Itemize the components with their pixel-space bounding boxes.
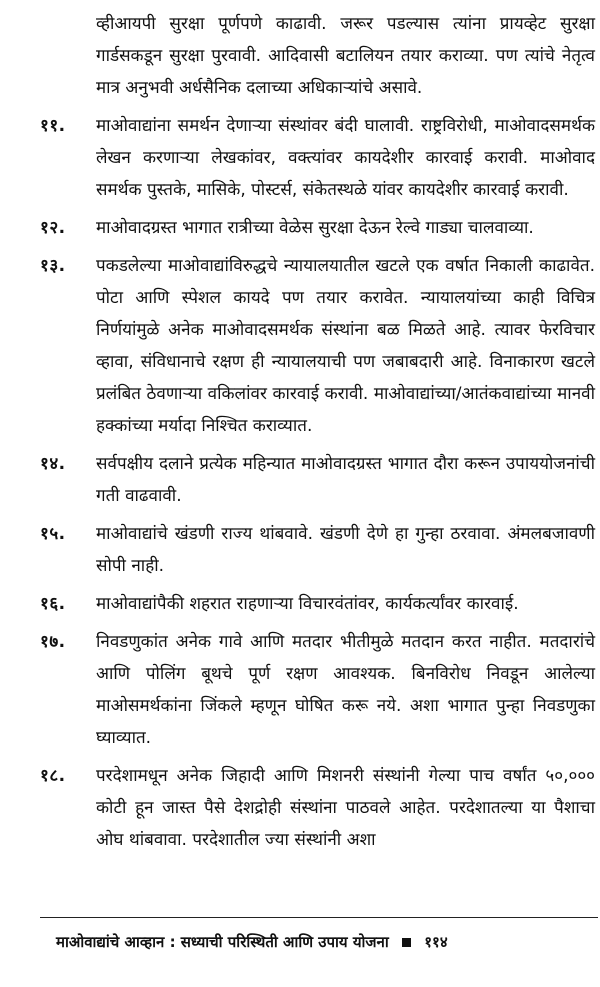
list-item — [40, 588, 595, 620]
footer-divider — [40, 917, 598, 918]
continued-paragraph — [40, 8, 595, 104]
item-text: माओवाद्यांपैकी शहरात राहणाऱ्या विचारवंतांवर, कार्यकर्त्यांवर कारवाई. — [96, 594, 519, 614]
item-number: १३. — [40, 256, 66, 276]
item-text: सर्वपक्षीय दलाने प्रत्येक महिन्यात माओवादग्रस्त भागात दौरा करून उपाययोजनांची गती वाढवावी. — [96, 454, 595, 506]
item-text: परदेशामधून अनेक जिहादी आणि मिशनरी संस्थांनी गेल्या पाच वर्षांत ५०,००० कोटी हून जास्त पैसे देशद्रोही संस्थांना पाठवले आहेत. परदेशातल्या या पैशाचा ओघ थांबवावा. परदेशातील ज्या संस्थांनी अशा — [96, 766, 595, 850]
item-number: ११. — [40, 116, 66, 136]
page-footer — [56, 928, 596, 956]
list-item — [40, 448, 595, 512]
list-item — [40, 250, 595, 442]
footer-book-title: माओवाद्यांचे आव्हान : सध्याची परिस्थिती आणि उपाय योजना — [56, 933, 389, 951]
list-item — [40, 626, 595, 754]
list-item — [40, 110, 595, 206]
item-text: निवडणुकांत अनेक गावे आणि मतदार भीतीमुळे मतदान करत नाहीत. मतदारांचे आणि पोलिंग बूथचे पूर्ण रक्षण आवश्यक. बिनविरोध निवडून आलेल्या माओसमर्थकांना जिंकले म्हणून घोषित करू नये. अशा भागात पुन्हा निवडणुका घ्याव्यात. — [96, 632, 595, 748]
page-number: ११४ — [424, 933, 448, 951]
item-number: १५. — [40, 524, 66, 544]
page-body — [40, 8, 595, 862]
item-number: १६. — [40, 594, 66, 614]
item-number: १७. — [40, 632, 66, 652]
item-text: माओवादग्रस्त भागात रात्रीच्या वेळेस सुरक्षा देऊन रेल्वे गाड्या चालवाव्या. — [96, 218, 534, 238]
item-text: माओवाद्यांचे खंडणी राज्य थांबवावे. खंडणी देणे हा गुन्हा ठरवावा. अंमलबजावणी सोपी नाही. — [96, 524, 595, 576]
list-item — [40, 212, 595, 244]
item-text: माओवाद्यांना समर्थन देणाऱ्या संस्थांवर बंदी घालावी. राष्ट्रविरोधी, माओवादसमर्थक लेखन करणाऱ्या लेखकांवर, वक्त्यांवर कायदेशीर कारवाई करावी. माओवाद समर्थक पुस्तके, मासिके, पोस्टर्स, संकेतस्थळे यांवर कायदेशीर कारवाई करावी. — [96, 116, 595, 200]
item-text: पकडलेल्या माओवाद्यांविरुद्धचे न्यायालयातील खटले एक वर्षात निकाली काढावेत. पोटा आणि स्पेशल कायदे पण तयार करावेत. न्यायालयांच्या काही विचित्र निर्णयांमुळे अनेक माओवादसमर्थक संस्थांना बळ मिळते आहे. त्यावर फेरविचार व्हावा, संविधानाचे रक्षण ही न्यायालयाची पण जबाबदारी आहे. विनाकारण खटले प्रलंबित ठेवणाऱ्या वकिलांवर कारवाई करावी. माओवाद्यांच्या/आतंकवाद्यांच्या मानवी हक्कांच्या मर्यादा निश्चित कराव्यात. — [96, 256, 595, 436]
continued-paragraph-text: व्हीआयपी सुरक्षा पूर्णपणे काढावी. जरूर पडल्यास त्यांना प्रायव्हेट सुरक्षा गार्डसकडून सुरक्षा पुरवावी. आदिवासी बटालियन तयार कराव्या. पण त्यांचे नेतृत्व मात्र अनुभवी अर्धसैनिक दलाच्या अधिकाऱ्यांचे असावे. — [96, 14, 595, 98]
list-item — [40, 760, 595, 856]
item-number: १२. — [40, 218, 66, 238]
list-item — [40, 518, 595, 582]
item-number: १८. — [40, 766, 66, 786]
item-number: १४. — [40, 454, 66, 474]
square-bullet-icon — [402, 938, 411, 947]
